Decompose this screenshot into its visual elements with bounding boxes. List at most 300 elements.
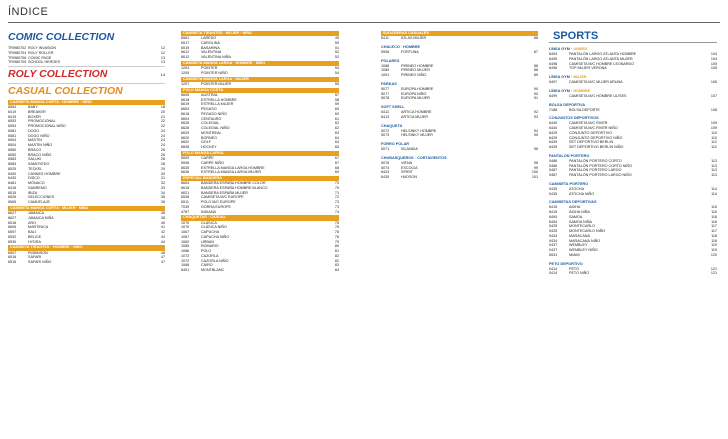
item-code: 6605 [181,92,190,97]
item-name: CAMISETA M/C EUROPE [201,195,244,200]
item-code: 6532 [8,234,17,239]
collection-header[interactable] [8,31,165,44]
item-code: 6619 [181,102,190,107]
item-code: 6504 [8,143,17,148]
item-name: MIAMI [569,252,580,257]
item-code: 6550 [8,152,17,157]
page-number: 90 [533,86,538,91]
item-code: 6621 [181,190,190,195]
item-code: 1204 [181,66,190,71]
page-number: 26 [160,147,165,152]
index-entry[interactable] [549,271,717,276]
page-number: 71 [334,190,339,195]
item-code: 6583 [8,162,17,167]
page-number: 24 [160,128,165,133]
page-number: 67 [334,156,339,161]
item-name: TOP MUJER VERONA [569,66,607,71]
item-code: 5078 [381,96,390,101]
item-code: 5077 [381,86,390,91]
index-entry[interactable] [8,200,165,205]
index-column-1 [8,30,165,265]
item-name: CAMUFLAJE [28,200,50,205]
page-title: ÍNDICE [8,6,49,18]
page-number: 113 [711,168,717,173]
index-column-3 [381,30,538,180]
item-code: 6581 [8,128,17,133]
item-name: HUDSON [401,175,417,180]
item-name: PANTALÓN PORTERO LARGO NIÑO [569,173,632,177]
index-entry[interactable] [181,71,339,76]
item-name: SAMOYEDO [28,162,50,167]
item-code: 1207 [181,81,190,86]
item-code: 6517 [181,40,190,45]
item-name: EUROPA MUJER [401,96,430,101]
section-subheader: CAMISETA TIRANTES · HOMBRE · NIÑO [8,245,165,250]
item-code: 6612 [181,55,190,60]
page-number: 120 [710,252,717,257]
index-entry[interactable] [549,108,717,113]
item-name: COLEGIAL NIÑO [201,126,230,131]
item-name: MARTINICA [28,225,49,230]
section-subheader-text: PARKAS [381,81,397,86]
page-number: 55 [334,81,339,86]
item-code: 1072 [181,258,190,263]
item-code: 6494 [549,219,558,224]
item-code: 0437 [549,248,558,252]
item-code: 6602 [181,140,190,145]
item-code: 0425 [549,224,558,229]
page-number: 109 [710,126,717,130]
index-entry[interactable] [381,175,538,180]
item-code: 6636 [181,170,190,175]
page-number: 29 [160,166,165,171]
page-number: 60 [334,111,339,116]
page-number: 41 [160,225,165,230]
item-code: 6497 [549,80,558,84]
item-name: PANTALÓN PORTERO CORTO [569,158,622,163]
item-code: 6538 [181,195,190,200]
item-name: VIENA [401,160,413,165]
page-number: 104 [710,52,717,56]
item-code: 6553 [8,124,17,129]
item-code: TRI980704 [8,50,27,55]
section-subheader: CAMISETA MANGA CORTA · MUJER · NIÑA [8,206,165,211]
index-entry[interactable] [381,36,538,41]
index-entry[interactable] [181,170,339,175]
item-name: ESTRELLA MANGA LARGA MUJER [201,170,262,175]
item-code: 6526 [8,195,17,200]
page-number: 119 [711,243,717,248]
page-number: 121 [710,271,717,276]
item-code: 5074 [381,165,390,170]
page-number: 21 [160,114,165,119]
page-number: 28 [160,162,165,167]
page-number: 116 [711,214,717,219]
page-number: 104 [710,56,717,61]
item-name: BABY [28,105,38,110]
item-name: ESTRELLA HOMBRE [201,97,237,102]
page-number: 110 [711,130,717,135]
page-number: 38 [160,211,165,216]
item-name: MASTIN NIÑO [28,143,53,148]
item-name: SAFARI NIÑO [28,260,52,265]
page-number: 87 [533,49,538,54]
index-entry[interactable] [8,240,165,245]
index-entry[interactable] [549,253,717,258]
item-code: 0425 [549,229,558,233]
item-code: 6531 [549,252,558,257]
item-code: 6564 [8,105,17,110]
page-number: 52 [334,50,339,55]
section-subheader: SUDADERAS CASUALES [381,31,538,36]
item-name: ISLANDIA [401,147,418,152]
page-number: 95 [533,133,538,138]
item-name: SET DEPORTIVO BERLIN NIÑO [569,145,624,149]
section-subheader: POLO MANGA CORTA [181,88,339,93]
page-number: 113 [711,163,717,168]
index-entry[interactable] [549,145,717,150]
item-code: 5073 [381,133,390,138]
item-code: 6430 [381,175,390,180]
section-subheader: CAMISETA TIRANTES · MUJER · NIÑA [181,31,339,36]
item-code: 6481 [8,181,17,186]
page-number: 98 [533,160,538,165]
item-name: CONJUNTO DEPORTIVO [569,130,613,135]
item-code: 6603 [181,107,190,112]
item-name: LAREDO [201,36,217,41]
item-code: 6565 [8,200,17,205]
item-code: 1086 [181,249,190,254]
item-name: DOGO NIÑO [28,133,50,138]
item-name: MONTREAL [201,130,222,135]
item-code: 6413 [381,114,390,119]
item-code: 6635 [181,165,190,170]
item-name: ESCOCIA [401,165,418,170]
item-code: 6400 [8,171,17,176]
page-number: 34 [160,190,165,195]
item-name: BANDERA ESPAÑA HOMBRE BLANCO [201,185,268,190]
index-entry[interactable] [181,210,339,215]
page-number: 115 [711,210,717,214]
item-code: 1070 [181,225,190,230]
index-entry[interactable] [381,73,538,78]
page-number: 58 [334,97,339,102]
index-entry[interactable] [549,80,717,85]
page-number: 73 [334,204,339,209]
item-name: DISCO [28,176,40,181]
item-code: 6629 [181,130,190,135]
item-name: PETO [569,266,579,271]
item-name: SALUKI [28,157,42,162]
index-entry[interactable] [549,66,717,71]
index-entry[interactable] [181,268,339,273]
page-number: 88 [533,68,538,73]
item-code: 6412 [381,110,390,115]
item-name: CONJUNTO DEPORTIVO NIÑO [569,135,623,140]
page-number: 13 [160,60,165,65]
page-number: 64 [334,135,339,140]
page-number: 38 [160,215,165,220]
item-code: 0435 [549,186,558,191]
page-number: 49 [334,36,339,41]
page-number: 113 [711,173,717,177]
page-number: 101 [531,175,538,180]
item-code: 6581 [8,133,17,138]
collection-title: CASUAL COLLECTION [8,85,123,97]
item-code: 6608 [181,145,190,150]
item-name: PEGASO [201,107,217,112]
item-name: PIRINEO HOMBRE [401,63,434,68]
item-name: URBAN [201,239,214,244]
item-name: ESTRELLA MANGA LARGA HOMBRE [201,165,265,170]
index-entry[interactable] [549,173,717,178]
collection-title: COMIC COLLECTION [8,31,115,43]
page-number: 24 [160,138,165,143]
item-name: CAMISETA M/C MUJER ARUNA [569,80,623,84]
page-number: 115 [711,205,717,210]
page-number: 40 [160,220,165,225]
section-divider [8,66,165,67]
item-name: ATLAS MUJER [401,36,427,41]
item-code: 6429 [549,135,558,140]
item-name: POINTER MUJER [201,81,232,86]
item-name: BORNEO [201,135,217,140]
item-name: DOGO [28,128,40,133]
item-code: 5071 [381,147,390,152]
item-name: CARPE [201,156,214,161]
item-code: 6416 [8,185,17,190]
page-number: 61 [334,116,339,121]
item-name: CAZORLA NIÑO [201,258,229,263]
item-name: VALENTINA [201,50,222,55]
item-code: 1070 [181,220,190,225]
page-number: 88 [533,63,538,68]
collection-header[interactable] [8,68,165,81]
item-code: 7039 [181,204,190,209]
index-entry[interactable] [381,147,538,152]
page-number: 33 [160,185,165,190]
item-code: 6620 [181,135,190,140]
page-number: 22 [160,124,165,129]
item-code: 0487 [549,168,558,173]
page-number: 18 [160,105,165,110]
collection-page: 14 [160,72,165,77]
item-code: 6511 [181,200,189,205]
item-name: SELECCIONES [28,195,55,200]
item-code: 6616 [181,185,190,190]
page-number: 43 [160,234,165,239]
page-number: 12 [160,50,165,55]
page-number: 60 [334,107,339,112]
item-code: 6550 [8,147,17,152]
item-code: 6507 [8,250,17,255]
item-code: 6439 [549,145,558,149]
page-number: 50 [334,40,339,45]
item-name: PROMOCIONAL NIÑO [28,124,66,129]
section-subheader: CHAQUETAS · CASUAL [181,215,339,220]
page-number: 80 [334,244,339,249]
page-number: 89 [533,73,538,78]
item-name: AIDHA [569,205,581,210]
section-subheader: ESPECIAL BANDERA [181,176,339,181]
item-name: WEMBLEY [569,243,588,248]
item-code: 6627 [8,215,17,220]
item-code: 6430 [8,176,17,181]
page-number: 62 [334,121,339,126]
page-number: 54 [334,70,339,75]
item-name: SET DEPORTIVO BERLIN [569,140,614,145]
title-divider [8,22,720,23]
item-name: POLO [201,249,212,254]
item-name: CAROLINA [201,40,220,45]
collection-header[interactable] [8,85,165,98]
page-number: 116 [711,219,717,224]
item-name: ESTRELLA MUJER [201,102,234,107]
page-number: 69 [334,170,339,175]
section-subheader-text: BOLSA DEPORTIVA [549,102,586,107]
page-number: 99 [533,165,538,170]
index-entry[interactable] [181,145,339,150]
page-number: 105 [710,61,717,66]
item-name: SAMOA NIÑA [569,219,592,224]
item-name: BANDERA ESPAÑA HOMBRE COLOR [201,181,266,186]
item-code: 1067 [181,230,190,235]
item-name: BOLSA DEPORTE [569,107,600,112]
page-number: 51 [334,45,339,50]
item-name: WEMBLEY NIÑO [569,248,598,252]
page-number: 36 [160,200,165,205]
page-number: 24 [160,133,165,138]
item-code: 6515 [8,190,17,195]
page-number: 78 [334,230,339,235]
item-code: 1068 [181,263,190,268]
item-code: 6597 [8,230,17,235]
item-code: 6628 [181,126,190,131]
item-name: SAMOA [569,214,583,219]
item-name: PANTALÓN PORTERO CORTO NIÑO [569,163,632,168]
item-name: EUROPA HOMBRE [401,86,434,91]
item-name: COLEGIAL [201,121,220,126]
item-name: HELSINKY HOMBRE [401,128,437,133]
item-name: PANTALÓN LARGO ATLANTA HOMBRE [569,52,637,56]
item-code: 1091 [381,73,390,78]
page-number: 20 [160,109,165,114]
item-name: MONTBLANC [201,268,225,273]
item-code: 4787 [181,209,190,214]
index-entry[interactable] [8,60,165,65]
item-code: 5072 [381,128,390,133]
page-number: 117 [711,229,717,233]
index-entry[interactable] [549,192,717,197]
item-name: SANREMO [28,185,47,190]
page-number: 76 [334,225,339,230]
page-number: 63 [334,130,339,135]
item-name: PANTALÓN PORTERO LARGO [569,168,622,173]
item-name: ROMARIO [201,244,219,249]
item-code: TRI980702 [8,46,27,50]
page-number: 84 [334,268,339,273]
index-entry[interactable] [381,115,538,120]
index-entry[interactable] [381,96,538,101]
page-number: 67 [334,160,339,165]
section-subheader-text: LÍNEA GYM · [549,75,574,79]
page-number: 113 [711,158,717,163]
page-number: 65 [334,145,339,150]
page-number: 82 [334,253,339,258]
item-code: 0414 [549,266,558,271]
item-code: 1088 [381,63,390,68]
section-subheader-text: CAMISETAS DEPORTIVAS [549,200,597,205]
page-number: 22 [160,119,165,124]
item-name: CAPUCHA [201,230,220,235]
item-name: PANTALÓN LARGO ATLANTA MUJER [569,56,633,61]
item-code: 6604 [181,181,190,186]
item-name: BASARINA [201,45,220,50]
page-number: 83 [334,263,339,268]
item-code: 6583 [8,157,17,162]
item-name: MARACANÁ [569,233,590,238]
item-name: MASTIN [28,138,42,143]
page-number: 76 [334,220,339,225]
item-name: BREAKER [28,109,46,114]
section-subheader: POLO MANGA LARGA [181,151,339,156]
page-number: 54 [334,66,339,71]
item-code: 6628 [181,121,190,126]
page-number: 114 [711,186,717,191]
page-number: 70 [334,185,339,190]
item-code: 6440 [549,126,558,130]
page-number: 117 [711,224,717,229]
item-name: EUROPA NIÑO [401,91,427,96]
page-number: 94 [533,128,538,133]
page-number: 26 [160,152,165,157]
page-number: 68 [334,165,339,170]
section-subheader-text: LÍNEA GYM · [549,88,574,93]
section-subheader-text: LÍNEA GYM · [549,47,574,51]
index-entry[interactable] [181,55,339,60]
item-name: BRACO NIÑO [28,152,52,157]
index-entry[interactable] [381,50,538,55]
page-number: 92 [533,110,538,115]
page-number: 47 [160,255,165,260]
item-name: JAMAICA [28,211,44,216]
section-subheader-text: CONJUNTOS DEPORTIVOS [549,116,599,121]
page-number: 86 [533,36,538,41]
index-entry[interactable] [381,133,538,138]
page-number: 24 [160,143,165,148]
item-code: 6401 [181,268,190,273]
index-entry[interactable] [8,260,165,265]
page-number: 114 [711,191,717,196]
item-code: 6516 [8,260,17,265]
index-entry[interactable] [181,82,339,87]
index-entry[interactable] [549,94,717,99]
page-number: 119 [711,248,717,252]
item-code: 1072 [181,253,190,258]
item-name: SCHOOL HEROES [28,60,61,65]
item-name: SPIRIT [401,170,413,175]
item-name: CANNES HOMBRE [28,171,61,176]
item-name: MONTECARLO [569,224,596,229]
item-code: 6504 [8,138,17,143]
item-code: 1089 [381,68,390,73]
page-number: 73 [334,200,339,205]
section-subheader: CAMISETA MANGA LARGA · MUJER [181,77,339,82]
item-code: 0434 [549,238,558,243]
collection-header-row [8,31,165,44]
item-code: 7188 [549,107,558,112]
item-name: CAMISETA M/C RIVER [569,121,608,126]
